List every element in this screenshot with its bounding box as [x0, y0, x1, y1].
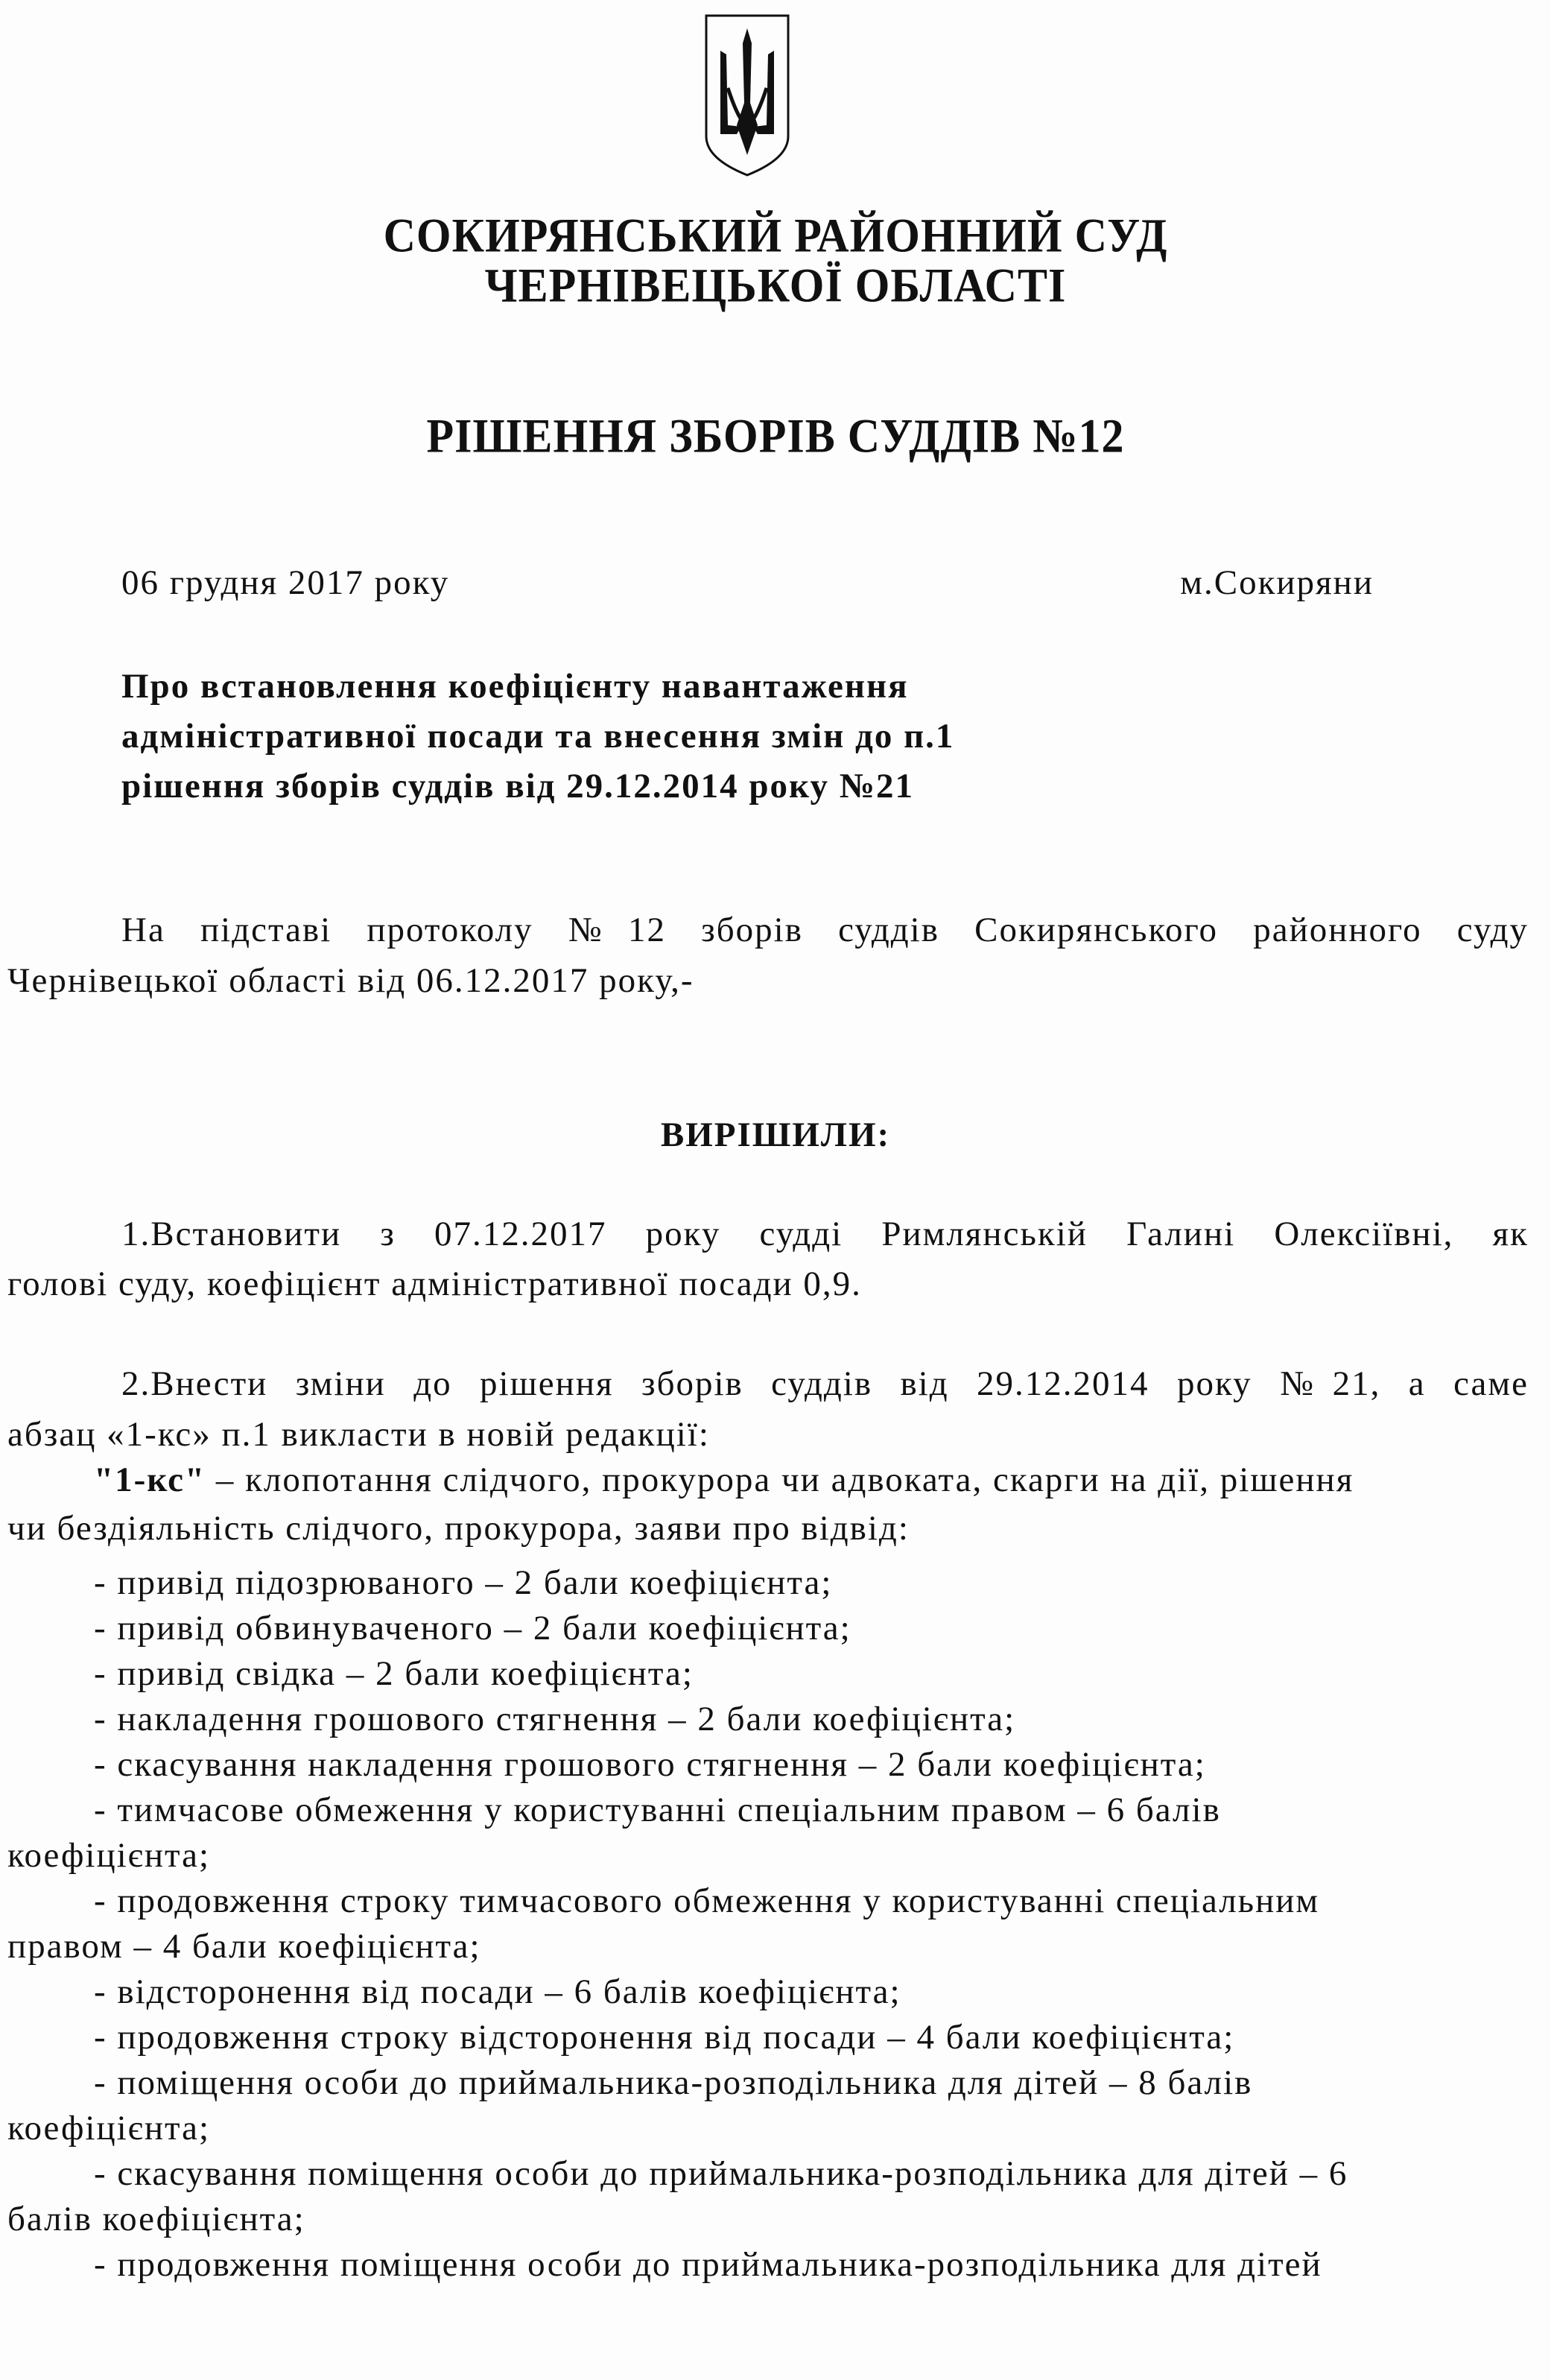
list-item: - привід обвинуваченого – 2 бали коефіцієнта; [94, 1609, 851, 1648]
resolved-heading: ВИРІШИЛИ: [660, 1115, 891, 1154]
decision-title: РІШЕННЯ ЗБОРІВ СУДДІВ №12 [426, 409, 1125, 463]
decision-place: м.Сокиряни [1180, 563, 1374, 602]
ks-line [94, 1458, 1354, 1502]
item1-line: 1.Встановити з 07.12.2017 року судді Римлянській Галині Олексіївні, як [121, 1215, 1529, 1253]
ks-text: – клопотання слідчого, прокурора чи адвоката, скарги на дії, рішення [206, 1460, 1354, 1499]
decision-date: 06 грудня 2017 року [121, 563, 450, 602]
list-item-continuation: коефіцієнта; [7, 2109, 211, 2148]
list-item: - привід свідка – 2 бали коефіцієнта; [94, 1654, 694, 1693]
preamble-line: На підставі протоколу №12 зборів суддів Сокирянського районного суду [121, 911, 1529, 949]
list-item: - скасування накладення грошового стягнення – 2 бали коефіцієнта; [94, 1745, 1206, 1784]
list-item: - продовження строку відсторонення від посади – 4 бали коефіцієнта; [94, 2018, 1235, 2057]
coat-of-arms-icon [704, 13, 790, 177]
court-name-line2: ЧЕРНІВЕЦЬКОЇ ОБЛАСТІ [484, 259, 1067, 312]
item2-line: абзац «1-кс» п.1 викласти в новій редакції: [7, 1415, 710, 1454]
list-item: - тимчасове обмеження у користуванні спеціальним правом – 6 балів [94, 1791, 1221, 1829]
subject-line: Про встановлення коефіцієнту навантаження [121, 667, 909, 706]
item1-line: голові суду, коефіцієнт адміністративної посади 0,9. [7, 1265, 862, 1303]
list-item: - поміщення особи до приймальника-розподільника для дітей – 8 балів [94, 2063, 1253, 2102]
ks-label: "1-кс" [94, 1460, 206, 1499]
list-item: - накладення грошового стягнення – 2 бали коефіцієнта; [94, 1700, 1016, 1738]
list-item: - скасування поміщення особи до приймальника-розподільника для дітей – 6 [94, 2154, 1348, 2193]
ks-line: чи бездіяльність слідчого, прокурора, заяви про відвід: [7, 1509, 910, 1548]
list-item-continuation: коефіцієнта; [7, 1836, 211, 1875]
list-item: - продовження строку тимчасового обмеження у користуванні спеціальним [94, 1881, 1320, 1920]
list-item: - привід підозрюваного – 2 бали коефіцієнта; [94, 1563, 833, 1602]
subject-line: рішення зборів суддів від 29.12.2014 року №21 [121, 767, 914, 806]
subject-line: адміністративної посади та внесення змін до п.1 [121, 717, 955, 756]
list-item-continuation: балів коефіцієнта; [7, 2200, 305, 2238]
list-item: - відсторонення від посади – 6 балів коефіцієнта; [94, 1972, 901, 2011]
list-item-continuation: правом – 4 бали коефіцієнта; [7, 1927, 481, 1966]
court-name-line1: СОКИРЯНСЬКИЙ РАЙОННИЙ СУД [383, 209, 1168, 262]
item2-line: 2.Внести зміни до рішення зборів суддів від 29.12.2014 року №21, а саме [121, 1364, 1529, 1403]
list-item: - продовження поміщення особи до приймальника-розподільника для дітей [94, 2245, 1322, 2284]
preamble-line: Чернівецької області від 06.12.2017 року,- [7, 961, 694, 1000]
